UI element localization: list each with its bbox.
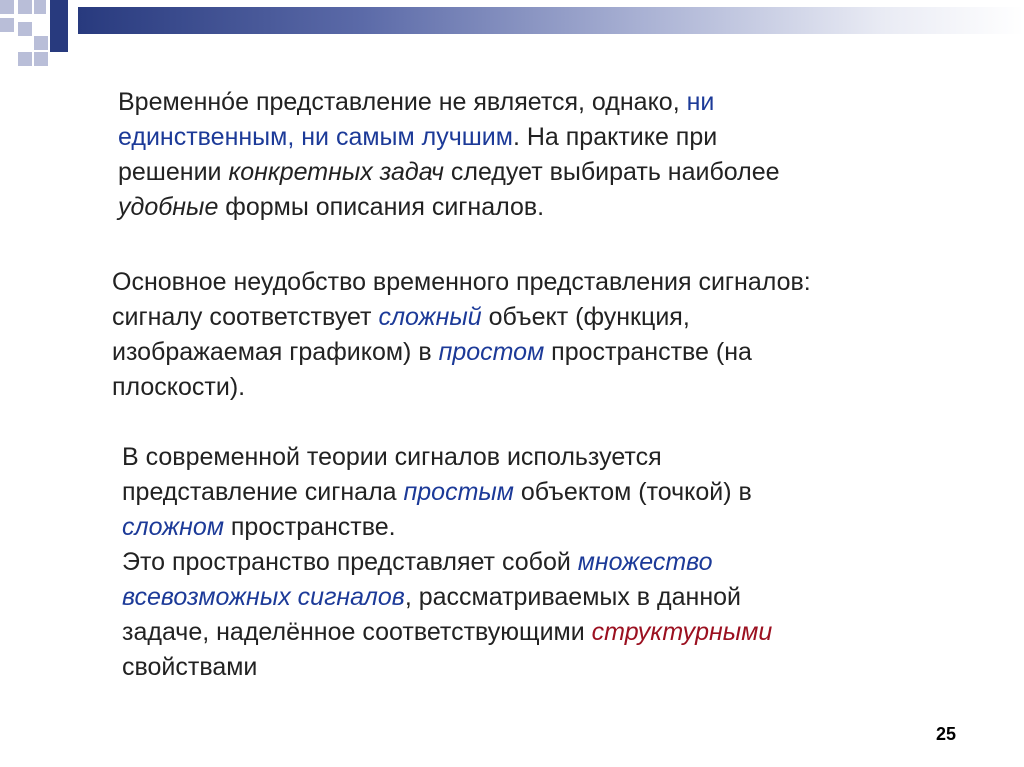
text-run: . На практике при [512, 123, 718, 151]
text-run: сложном [122, 513, 224, 541]
paragraph-modern-theory [122, 440, 772, 685]
text-run: Это пространство представляет собой [122, 548, 578, 576]
text-run: , рассматриваемых в данной [404, 583, 741, 611]
corner-square-5 [34, 0, 46, 14]
text-run: В современной теории сигналов используется [122, 443, 662, 471]
corner-square-2 [18, 0, 32, 14]
text-run: пространстве. [223, 513, 396, 541]
text-run: единственным, ни самым лучшим [118, 123, 513, 151]
text-run: представление сигнала [122, 478, 404, 506]
text-run: сигналу соответствует [112, 303, 379, 331]
text-run: свойствами [122, 653, 258, 681]
text-run: удобные [118, 193, 219, 221]
text-run: простым [403, 478, 514, 506]
text-run: простом [438, 338, 545, 366]
text-run: следует выбирать наиболее [443, 158, 780, 186]
text-run: структурными [591, 618, 773, 646]
text-run: формы описания сигналов. [218, 193, 545, 221]
corner-square-7 [18, 52, 32, 66]
corner-square-1 [0, 0, 14, 14]
paragraph-time-representation [118, 85, 780, 225]
corner-square-3 [0, 18, 14, 32]
paragraph-inconvenience [112, 265, 811, 405]
text-run: множество [577, 548, 713, 576]
text-run: задаче, наделённое соответствующими [122, 618, 592, 646]
text-run: изображаемая графиком) в [112, 338, 439, 366]
text-run: объектом (точкой) в [513, 478, 752, 506]
corner-square-8 [34, 52, 48, 66]
text-run: ни [686, 88, 715, 116]
text-run: объект (функция, [481, 303, 690, 331]
corner-square-4 [18, 22, 32, 36]
text-run: всевозможных сигналов [122, 583, 405, 611]
text-run: решении [118, 158, 229, 186]
slide-number: 25 [936, 724, 957, 744]
text-run: сложный [378, 303, 482, 331]
text-run: Временно́е представление не является, однако, [118, 88, 687, 116]
text-run: Основное неудобство временного представления сигналов: [112, 268, 811, 296]
text-run: конкретных задач [228, 158, 444, 186]
text-run: пространстве (на [544, 338, 752, 366]
text-run: плоскости). [112, 373, 246, 401]
header-vertical-bar [50, 0, 68, 52]
corner-square-6 [34, 36, 48, 50]
header-gradient-band [78, 7, 1024, 34]
